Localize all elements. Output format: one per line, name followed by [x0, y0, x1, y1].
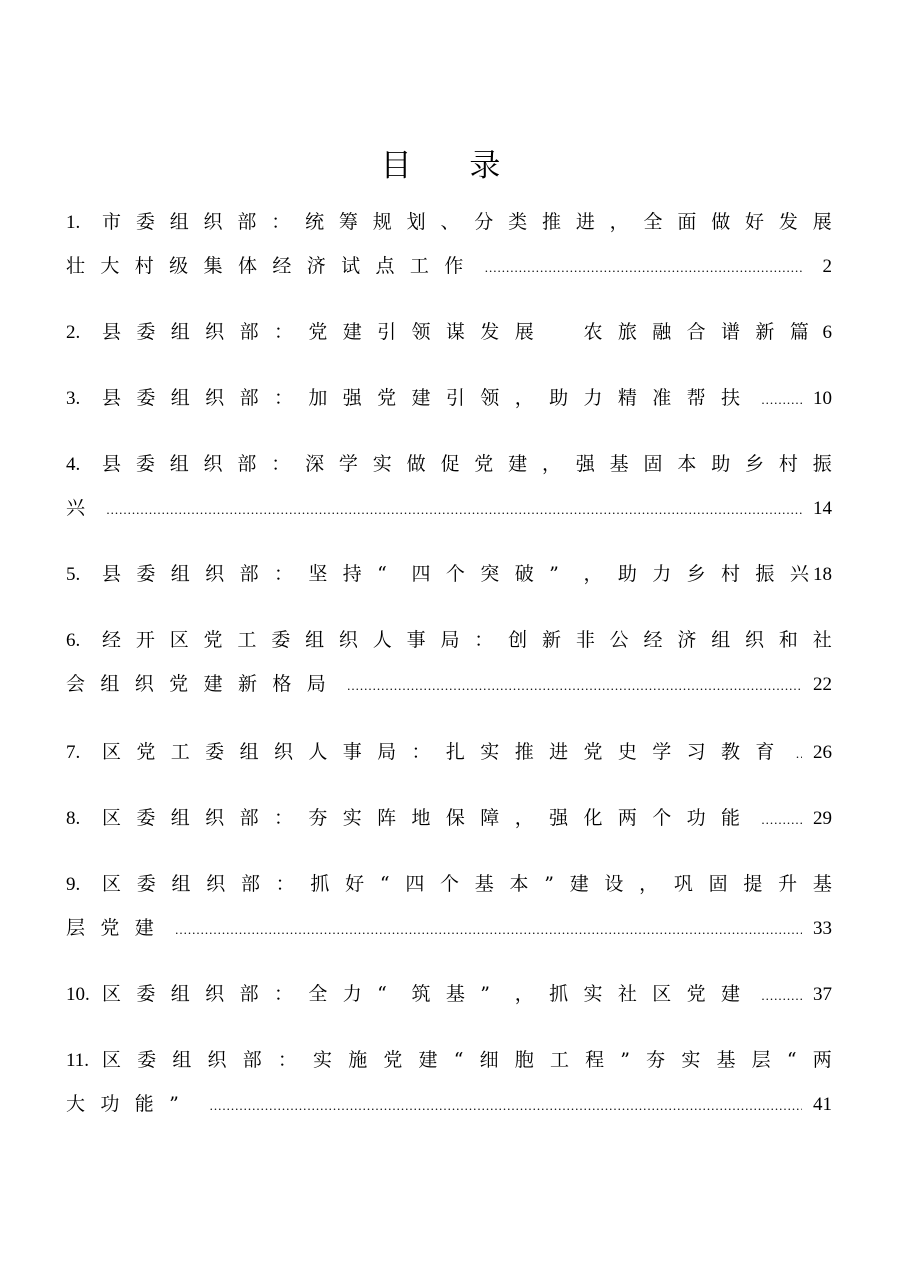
toc-entry[interactable] [66, 618, 832, 706]
leader-dots [347, 664, 802, 708]
entry-page-number: 26 [813, 742, 832, 763]
entry-number: 9. [66, 874, 81, 895]
entry-page-number: 33 [813, 918, 832, 939]
leader-dots [761, 378, 802, 422]
toc-entry[interactable] [66, 376, 832, 420]
entry-number: 4. [66, 454, 81, 475]
toc-entry[interactable] [66, 796, 832, 840]
entry-number: 5. [66, 564, 81, 585]
entry-title-line2: 壮 大 村 级 集 体 经 济 试 点 工 作 [66, 255, 464, 277]
toc-entry[interactable] [66, 200, 832, 288]
toc-entry[interactable] [66, 972, 832, 1016]
entry-title-line1: 区 委 组 织 部 ： 抓 好 “ 四 个 基 本 ” 建 设 ， 巩 固 提 升 基 [102, 873, 832, 895]
entry-number: 11. [66, 1050, 90, 1071]
entry-title-line2: 会 组 织 党 建 新 格 局 [66, 673, 326, 695]
entry-page-number: 37 [813, 984, 832, 1005]
entry-number: 6. [66, 630, 81, 651]
entry-title: 区 委 组 织 部 ： 夯 实 阵 地 保 障 ， 强 化 两 个 功 能 [102, 807, 741, 829]
entry-title: 县 委 组 织 部 ： 加 强 党 建 引 领 ， 助 力 精 准 帮 扶 [102, 387, 741, 409]
entry-number: 2. [66, 322, 81, 343]
leader-dots [210, 1084, 802, 1128]
entry-page-number: 6 [822, 322, 832, 343]
entry-title: 区 委 组 织 部 ： 全 力 “ 筑 基 ” ， 抓 实 社 区 党 建 [102, 983, 741, 1005]
toc-entry[interactable] [66, 442, 832, 530]
leader-dots [796, 732, 802, 776]
leader-dots [761, 974, 802, 1018]
entry-page-number: 2 [822, 256, 832, 277]
toc-entry[interactable] [66, 1038, 832, 1126]
entry-page-number: 29 [813, 808, 832, 829]
leader-dots [485, 246, 802, 290]
entry-page-number: 22 [813, 674, 832, 695]
entry-number: 1. [66, 212, 81, 233]
toc-entry[interactable] [66, 552, 832, 596]
leader-dots [106, 488, 802, 532]
entry-title-line2: 大 功 能 ” [66, 1093, 179, 1115]
entry-title-line1: 市 委 组 织 部 ： 统 筹 规 划 、 分 类 推 进 ， 全 面 做 好 发 展 [102, 211, 832, 233]
leader-dots [175, 908, 802, 952]
entry-title-line1: 区 委 组 织 部 ： 实 施 党 建 “ 细 胞 工 程 ” 夯 实 基 层 “ 两 [102, 1049, 832, 1071]
entry-title: 县 委 组 织 部 ： 党 建 引 领 谋 发 展 农 旅 融 合 谱 新 篇 [102, 321, 809, 343]
toc-entry[interactable] [66, 730, 832, 774]
entry-title-line2: 层 党 建 [66, 917, 154, 939]
leader-dots [761, 798, 802, 842]
entry-number: 8. [66, 808, 81, 829]
toc-entry[interactable] [66, 310, 832, 354]
entry-page-number: 41 [813, 1094, 832, 1115]
entry-title-line1: 县 委 组 织 部 ： 深 学 实 做 促 党 建 ， 强 基 固 本 助 乡 村 振 [102, 453, 832, 475]
entry-number: 3. [66, 388, 81, 409]
entry-title: 区 党 工 委 组 织 人 事 局 ： 扎 实 推 进 党 史 学 习 教 育 [102, 741, 775, 763]
entry-number: 7. [66, 742, 81, 763]
entry-page-number: 14 [813, 498, 832, 519]
page-title: 目 录 [380, 148, 525, 184]
toc-entry[interactable] [66, 862, 832, 950]
entry-number: 10. [66, 984, 90, 1005]
entry-title-line1: 经 开 区 党 工 委 组 织 人 事 局 ： 创 新 非 公 经 济 组 织 和 社 [102, 629, 832, 651]
entry-page-number: 10 [813, 388, 832, 409]
entry-title: 县 委 组 织 部 ： 坚 持 “ 四 个 突 破 ” ， 助 力 乡 村 振 兴 [102, 563, 809, 585]
entry-title-line2: 兴 [66, 497, 86, 519]
entry-page-number: 18 [813, 564, 832, 585]
